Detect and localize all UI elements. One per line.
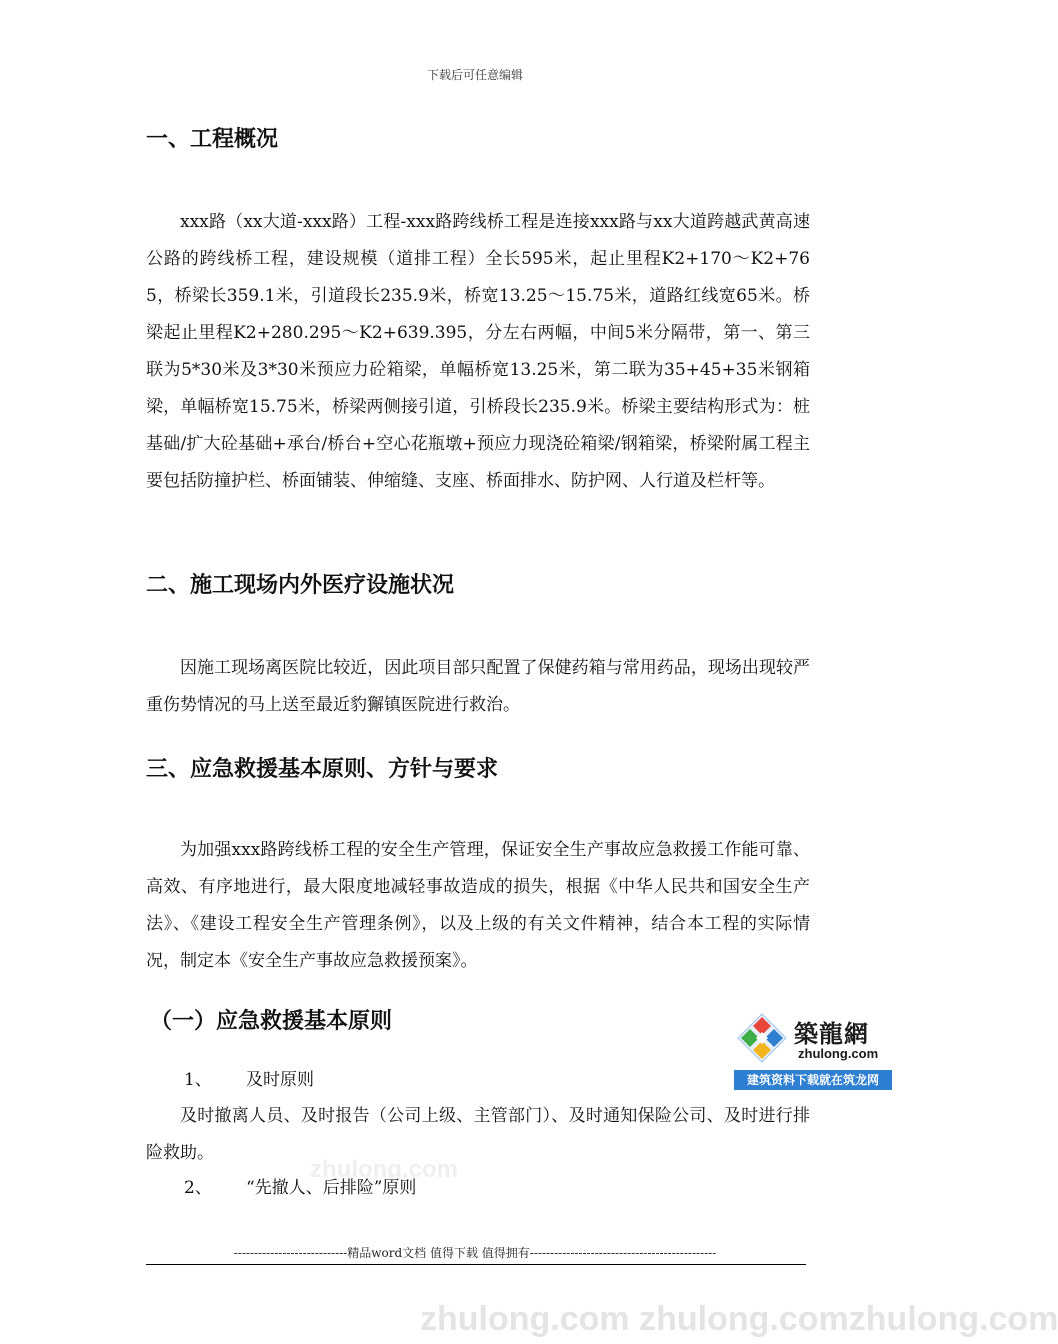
section-heading-principles: 三、应急救援基本原则、方针与要求 bbox=[146, 757, 499, 782]
section-heading-overview: 一、工程概况 bbox=[146, 127, 279, 152]
subsection-heading: （一）应急救援基本原则 bbox=[150, 1009, 393, 1034]
logo-name: 築龍網 bbox=[794, 1020, 869, 1048]
footer-note: ----------------------------精品word文档 值得下载 值得拥有---------------------------------------------- bbox=[233, 1246, 717, 1260]
section-heading-medical: 二、施工现场内外医疗设施状况 bbox=[146, 573, 455, 598]
watermark-mid: zhulong.com bbox=[310, 1156, 458, 1183]
zhulong-logo bbox=[732, 1010, 894, 1090]
section-paragraph-overview: xxx路（xx大道-xxx路）工程-xxx路跨线桥工程是连接xxx路与xx大道跨越武黄高速公路的跨线桥工程，建设规模（道排工程）全长595米，起止里程K2+170～K2+765，桥梁长359.1米，引道段长235.9米，桥宽13.25～15.75米，道路红线宽65米。桥梁起止里程K2+280.295～K2+639.395，分左右两幅，中间5米分隔带，第一、第三联为5*30米及3*30米预应力砼箱梁，单幅桥宽13.25米，第二联为35+45+35米钢箱梁，单幅桥宽15.75米，桥梁两侧接引道，引桥段长235.9米。桥梁主要结构形式为：桩基础/扩大砼基础+承台/桥台+空心花瓶墩+预应力现浇砼箱梁/钢箱梁，桥梁附属工程主要包括防撞护栏、桥面铺装、伸缩缝、支座、桥面排水、防护网、人行道及栏杆等。 bbox=[146, 212, 810, 491]
list-item-number: 2、 bbox=[184, 1178, 212, 1198]
list-item-2 bbox=[184, 1170, 416, 1207]
zhulong-logo-icon bbox=[736, 1012, 788, 1064]
list-item-1 bbox=[184, 1062, 314, 1099]
header-note: 下载后可任意编辑 bbox=[426, 68, 523, 82]
section-paragraph-principles: 为加强xxx路跨线桥工程的安全生产管理，保证安全生产事故应急救援工作能可靠、高效、有序地进行，最大限度地减轻事故造成的损失，根据《中华人民共和国安全生产法》、《建设工程安全生产管理条例》，以及上级的有关文件精神，结合本工程的实际情况，制定本《安全生产事故应急救援预案》。 bbox=[146, 840, 810, 971]
list-item-label: “先撤人、后排险”原则 bbox=[246, 1178, 417, 1198]
list-item-1-text: 及时撤离人员、及时报告（公司上级、主管部门）、及时通知保险公司、及时进行排险救助。 bbox=[146, 1106, 810, 1163]
watermark-bottom: zhulong.com zhulong.comzhulong.com bbox=[420, 1300, 1058, 1338]
logo-domain: zhulong.com bbox=[798, 1046, 879, 1061]
logo-banner: 建筑资料下载就在筑龙网 bbox=[734, 1070, 892, 1090]
footer-rule bbox=[146, 1264, 806, 1265]
list-item-number: 1、 bbox=[184, 1070, 212, 1090]
section-paragraph-medical: 因施工现场离医院比较近，因此项目部只配置了保健药箱与常用药品，现场出现较严重伤势情况的马上送至最近豹獬镇医院进行救治。 bbox=[146, 658, 810, 715]
list-item-label: 及时原则 bbox=[246, 1070, 314, 1090]
